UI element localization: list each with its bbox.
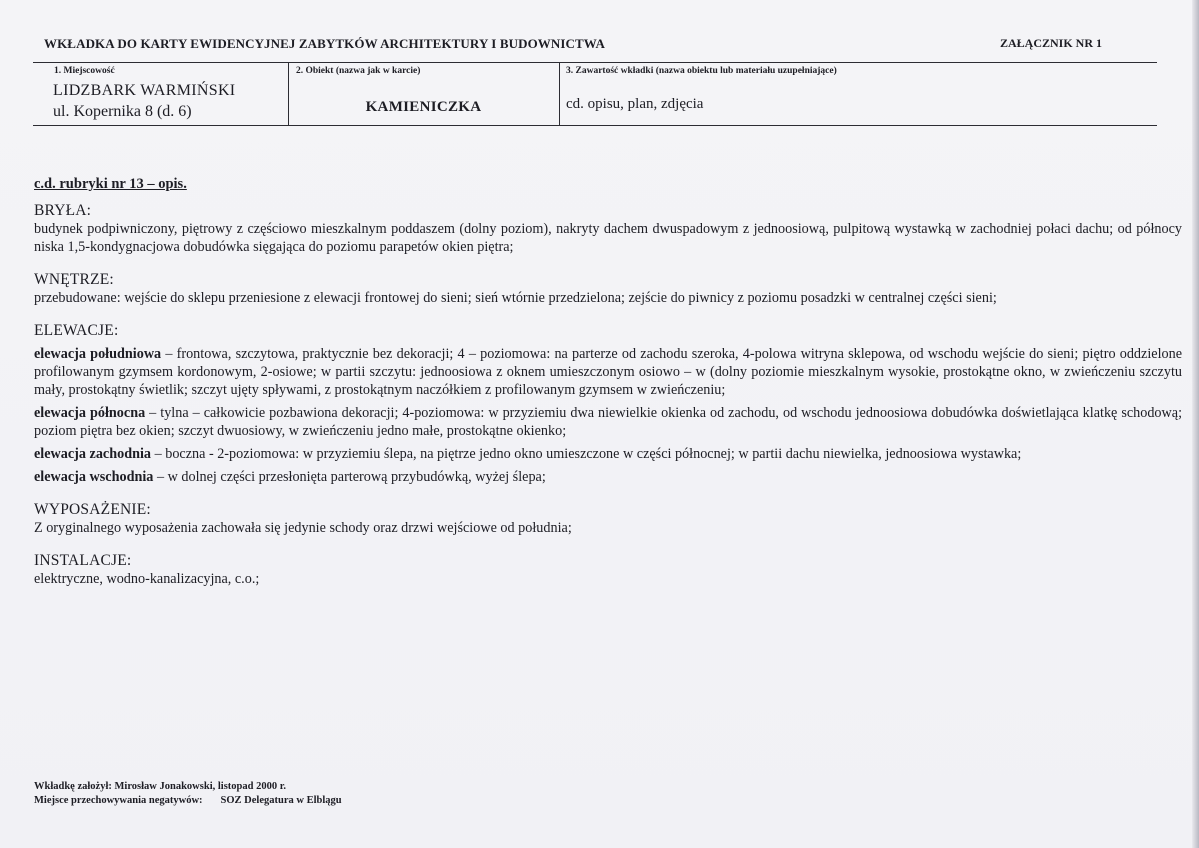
elevation-east-text: – w dolnej części przesłonięta parterową przybudówką, wyżej ślepa;: [153, 469, 546, 485]
negatives-label: Miejsce przechowywania negatywów:: [34, 795, 203, 806]
insert-content: cd. opisu, plan, zdjęcia: [566, 96, 704, 112]
elevation-east: [34, 468, 1182, 486]
elevation-south-lead: elewacja południowa: [34, 346, 162, 362]
instalacje-heading: INSTALACJE:: [34, 552, 132, 569]
elevation-east-lead: elewacja wschodnia: [34, 469, 154, 485]
document-title: WKŁADKA DO KARTY EWIDENCYJNEJ ZABYTKÓW ARCHITEKTURY I BUDOWNICTWA: [44, 36, 605, 51]
location-town: LIDZBARK WARMIŃSKI: [53, 82, 236, 99]
elevation-south: [34, 345, 1182, 399]
object-label: 2. Obiekt (nazwa jak w karcie): [296, 66, 421, 76]
wyposazenie-heading: WYPOSAŻENIE:: [34, 501, 151, 518]
annex-number: ZAŁĄCZNIK NR 1: [1000, 36, 1103, 50]
bryla-text: budynek podpiwniczony, piętrowy z częściowo mieszkalnym poddaszem (dolny poziom), nakryty dachem dwuspadowym z jednoosiową, pulpitową wystawką w zachodniej połaci dachu; od północy niska 1,5-kondygnacjowa dobudówka sięgająca do poziomu parapetów okien piętra;: [34, 221, 1182, 255]
negatives-location: SOZ Delegatura w Elblągu: [220, 795, 342, 806]
elevation-west: [34, 445, 1182, 463]
elevation-west-lead: elewacja zachodnia: [34, 446, 152, 462]
footer-negatives: [34, 794, 342, 808]
elevation-west-text: – boczna - 2-poziomowa: w przyziemiu ślepa, na piętrze jedno okno umieszczone w części północnej; w partii dachu niewielka, jednoosiowa wystawka;: [151, 446, 1022, 462]
elewacje-heading: ELEWACJE:: [34, 322, 119, 339]
wnetrze-text: przebudowane: wejście do sklepu przeniesione z elewacji frontowej do sieni; sień wtórnie przedzielona; zejście do piwnicy z poziomu posadzki w centralnej części sieni;: [34, 290, 997, 306]
location-address: ul. Kopernika 8 (d. 6): [53, 103, 192, 120]
wyposazenie-text: Z oryginalnego wyposażenia zachowała się jedynie schody oraz drzwi wejściowe od południa;: [34, 520, 572, 536]
bryla-heading: BRYŁA:: [34, 202, 92, 219]
table-top-rule: [33, 62, 1157, 63]
page-edge: [1192, 0, 1199, 848]
section-subheading: c.d. rubryki nr 13 – opis.: [34, 176, 187, 192]
elevation-north-lead: elewacja północna: [34, 405, 146, 421]
table-bottom-rule: [33, 125, 1157, 126]
description-body: [34, 175, 1182, 588]
table-divider-2: [559, 62, 560, 125]
location-label: 1. Miejscowość: [54, 66, 115, 76]
elevation-south-text: – frontowa, szczytowa, praktycznie bez dekoracji; 4 – poziomowa: na parterze od zachodu szeroka, 4-polowa witryna sklepowa, od wschodu wejście do sieni; piętro oddzielone profilowanym gzymsem kordonowym, 2-osiowe; w partii szczytu: jednoosiowa z oknem umieszczonym osiowo – w (dolny poziomie mieszkalnym wysokie, prostokątne okno, w zwieńczeniu szczytu mały, prostokątny świetlik; szczyt ujęty spływami, z prostokątnym naczółkiem z profilowanym gzymsem w zwieńczeniu;: [34, 346, 1182, 398]
footer-author: Wkładkę założył: Mirosław Jonakowski, listopad 2000 r.: [34, 781, 287, 792]
elevation-north-text: – tylna – całkowicie pozbawiona dekoracji; 4-poziomowa: w przyziemiu dwa niewielkie okienka od zachodu, od wschodu jednoosiowa dobudówka doświetlająca klatkę schodową; poziom piętra bez okien; szczyt dwuosiowy, w zwieńczeniu jedno małe, prostokątne okienko;: [34, 405, 1183, 439]
document-footer: [34, 780, 342, 808]
elevation-north: [34, 404, 1182, 440]
object-name: KAMIENICZKA: [365, 99, 482, 115]
instalacje-text: elektryczne, wodno-kanalizacyjna, c.o.;: [34, 571, 260, 587]
content-label: 3. Zawartość wkładki (nazwa obiektu lub materiału uzupełniające): [566, 66, 837, 76]
wnetrze-heading: WNĘTRZE:: [34, 271, 114, 288]
